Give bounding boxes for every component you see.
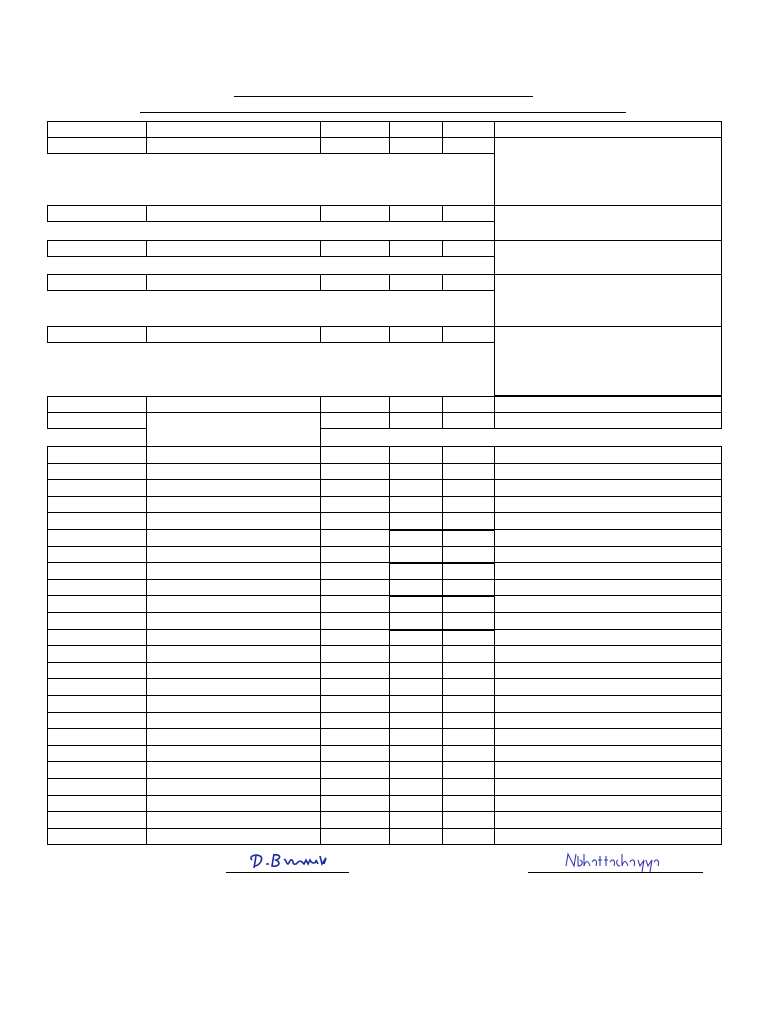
table-cell — [146, 678, 321, 696]
header-cell — [47, 121, 147, 138]
table-cell — [47, 396, 147, 413]
table-cell — [494, 662, 722, 679]
table-cell — [47, 678, 147, 696]
table-cell — [442, 562, 495, 580]
table-cell — [47, 828, 147, 845]
table-cell — [47, 761, 147, 779]
table-cell — [494, 612, 722, 630]
table-cell — [320, 240, 390, 257]
table-cell — [389, 546, 443, 563]
table-cell — [494, 463, 722, 480]
table-cell — [47, 529, 147, 547]
table-cell — [47, 712, 147, 729]
header-cell — [442, 121, 495, 138]
table-cell — [320, 579, 390, 596]
table-cell — [494, 712, 722, 729]
table-cell — [494, 629, 722, 646]
table-cell — [389, 446, 443, 464]
table-cell — [320, 645, 390, 663]
table-cell — [494, 546, 722, 563]
table-cell — [47, 512, 147, 530]
table-cell — [442, 795, 495, 812]
table-cell — [442, 629, 495, 646]
table-cell — [442, 678, 495, 696]
table-cell — [442, 595, 495, 613]
table-cell — [146, 579, 321, 596]
table-cell — [146, 695, 321, 713]
table-cell — [494, 412, 722, 429]
table-cell — [389, 463, 443, 480]
table-cell — [389, 811, 443, 829]
table-cell — [389, 396, 443, 413]
table-cell — [146, 412, 321, 447]
table-cell — [389, 712, 443, 729]
table-cell — [389, 326, 443, 343]
table-cell — [146, 662, 321, 679]
table-cell — [442, 479, 495, 497]
table-cell — [442, 274, 495, 291]
table-cell — [47, 629, 147, 646]
table-cell — [494, 396, 722, 413]
table-cell — [47, 496, 147, 513]
table-cell — [442, 828, 495, 845]
table-cell — [494, 761, 722, 779]
table-cell — [389, 695, 443, 713]
table-cell — [389, 612, 443, 630]
table-cell — [442, 745, 495, 762]
table-cell — [389, 412, 443, 429]
table-cell — [442, 579, 495, 596]
table-cell — [320, 662, 390, 679]
table-cell — [442, 662, 495, 679]
table-cell — [146, 728, 321, 746]
table-cell — [146, 562, 321, 580]
table-cell — [320, 562, 390, 580]
table-cell — [320, 695, 390, 713]
table-cell — [47, 579, 147, 596]
table-cell — [47, 745, 147, 762]
table-cell — [320, 205, 390, 222]
table-cell — [47, 412, 147, 429]
table-cell — [494, 562, 722, 580]
table-cell — [146, 546, 321, 563]
table-cell — [320, 326, 390, 343]
table-cell — [442, 326, 495, 343]
table-cell — [320, 274, 390, 291]
table-cell — [146, 595, 321, 613]
table-cell — [146, 240, 321, 257]
header-cell — [389, 121, 443, 138]
table-cell — [494, 579, 722, 596]
table-cell — [389, 274, 443, 291]
table-cell — [389, 479, 443, 497]
table-cell — [146, 745, 321, 762]
table-cell — [442, 463, 495, 480]
table-cell — [320, 529, 390, 547]
table-cell — [146, 761, 321, 779]
table-cell — [442, 712, 495, 729]
table-cell — [494, 479, 722, 497]
table-cell — [320, 678, 390, 696]
table-cell — [389, 579, 443, 596]
table-cell — [320, 612, 390, 630]
table-cell — [146, 326, 321, 343]
table-cell — [494, 595, 722, 613]
table-cell — [47, 137, 147, 154]
table-cell — [389, 240, 443, 257]
table-cell — [146, 529, 321, 547]
table-cell — [320, 496, 390, 513]
table-cell — [442, 205, 495, 222]
table-cell — [47, 562, 147, 580]
table-cell — [146, 463, 321, 480]
table-cell — [47, 645, 147, 663]
table-cell — [389, 745, 443, 762]
table-cell — [146, 205, 321, 222]
table-cell — [442, 811, 495, 829]
table-cell — [389, 496, 443, 513]
remarks-cell — [494, 274, 722, 327]
table-cell — [442, 496, 495, 513]
table-cell — [389, 778, 443, 796]
table-cell — [146, 828, 321, 845]
table-cell — [320, 446, 390, 464]
table-cell — [320, 595, 390, 613]
header-cell — [320, 121, 390, 138]
table-cell — [47, 446, 147, 464]
table-cell — [47, 274, 147, 291]
table-cell — [442, 529, 495, 547]
table-cell — [442, 512, 495, 530]
table-cell — [494, 496, 722, 513]
table-cell — [494, 745, 722, 762]
table-cell — [494, 828, 722, 845]
table-cell — [494, 512, 722, 530]
table-cell — [47, 205, 147, 222]
table-cell — [320, 137, 390, 154]
signature-right — [528, 846, 704, 876]
table-cell — [442, 546, 495, 563]
subtitle-rule — [140, 112, 626, 113]
table-cell — [320, 546, 390, 563]
table-cell — [442, 778, 495, 796]
table-cell — [146, 274, 321, 291]
table-cell — [146, 446, 321, 464]
table-cell — [494, 529, 722, 547]
table-cell — [47, 662, 147, 679]
table-cell — [389, 529, 443, 547]
signature-left — [226, 846, 350, 876]
table-cell — [320, 463, 390, 480]
table-cell — [47, 778, 147, 796]
table-cell — [47, 240, 147, 257]
table-cell — [389, 828, 443, 845]
table-cell — [146, 795, 321, 812]
table-cell — [494, 811, 722, 829]
table-cell — [494, 728, 722, 746]
title-rule — [234, 96, 533, 97]
signature-right-rule — [528, 872, 703, 873]
table-cell — [146, 137, 321, 154]
table-cell — [389, 761, 443, 779]
table-cell — [442, 396, 495, 413]
table-cell — [320, 761, 390, 779]
table-cell — [389, 205, 443, 222]
table-cell — [442, 761, 495, 779]
table-cell — [442, 612, 495, 630]
table-cell — [320, 512, 390, 530]
table-cell — [389, 562, 443, 580]
table-cell — [47, 612, 147, 630]
table-cell — [320, 728, 390, 746]
table-cell — [47, 695, 147, 713]
table-cell — [320, 828, 390, 845]
table-cell — [442, 240, 495, 257]
table-cell — [47, 546, 147, 563]
header-cell — [494, 121, 722, 138]
table-cell — [47, 795, 147, 812]
table-cell — [47, 595, 147, 613]
table-cell — [389, 795, 443, 812]
table-cell — [442, 412, 495, 429]
table-cell — [442, 645, 495, 663]
table-cell — [47, 479, 147, 497]
table-cell — [146, 496, 321, 513]
table-cell — [146, 396, 321, 413]
table-cell — [389, 645, 443, 663]
table-cell — [146, 645, 321, 663]
table-cell — [320, 745, 390, 762]
table-cell — [442, 695, 495, 713]
table-cell — [320, 712, 390, 729]
remarks-cell — [494, 137, 722, 206]
table-cell — [146, 778, 321, 796]
table-cell — [494, 695, 722, 713]
table-cell — [389, 595, 443, 613]
table-cell — [47, 728, 147, 746]
table-cell — [146, 612, 321, 630]
table-cell — [320, 396, 390, 413]
table-cell — [320, 795, 390, 812]
row-rule — [47, 428, 147, 429]
table-cell — [146, 512, 321, 530]
table-cell — [494, 446, 722, 464]
table-cell — [389, 728, 443, 746]
table-cell — [442, 446, 495, 464]
table-cell — [320, 629, 390, 646]
table-cell — [146, 811, 321, 829]
remarks-cell — [494, 240, 722, 275]
header-cell — [146, 121, 321, 138]
table-cell — [494, 678, 722, 696]
table-cell — [47, 811, 147, 829]
table-cell — [320, 412, 390, 429]
table-cell — [146, 479, 321, 497]
table-cell — [320, 811, 390, 829]
table-cell — [320, 778, 390, 796]
remarks-cell — [494, 205, 722, 241]
table-cell — [389, 678, 443, 696]
table-cell — [494, 645, 722, 663]
table-cell — [389, 137, 443, 154]
table-cell — [494, 778, 722, 796]
table-cell — [320, 479, 390, 497]
table-cell — [146, 712, 321, 729]
table-cell — [442, 137, 495, 154]
table-cell — [47, 463, 147, 480]
remarks-cell — [494, 326, 722, 396]
table-cell — [47, 326, 147, 343]
table-cell — [389, 512, 443, 530]
table-cell — [389, 662, 443, 679]
table-cell — [146, 629, 321, 646]
table-cell — [389, 629, 443, 646]
table-cell — [494, 795, 722, 812]
signature-left-rule — [226, 872, 349, 873]
table-cell — [442, 728, 495, 746]
